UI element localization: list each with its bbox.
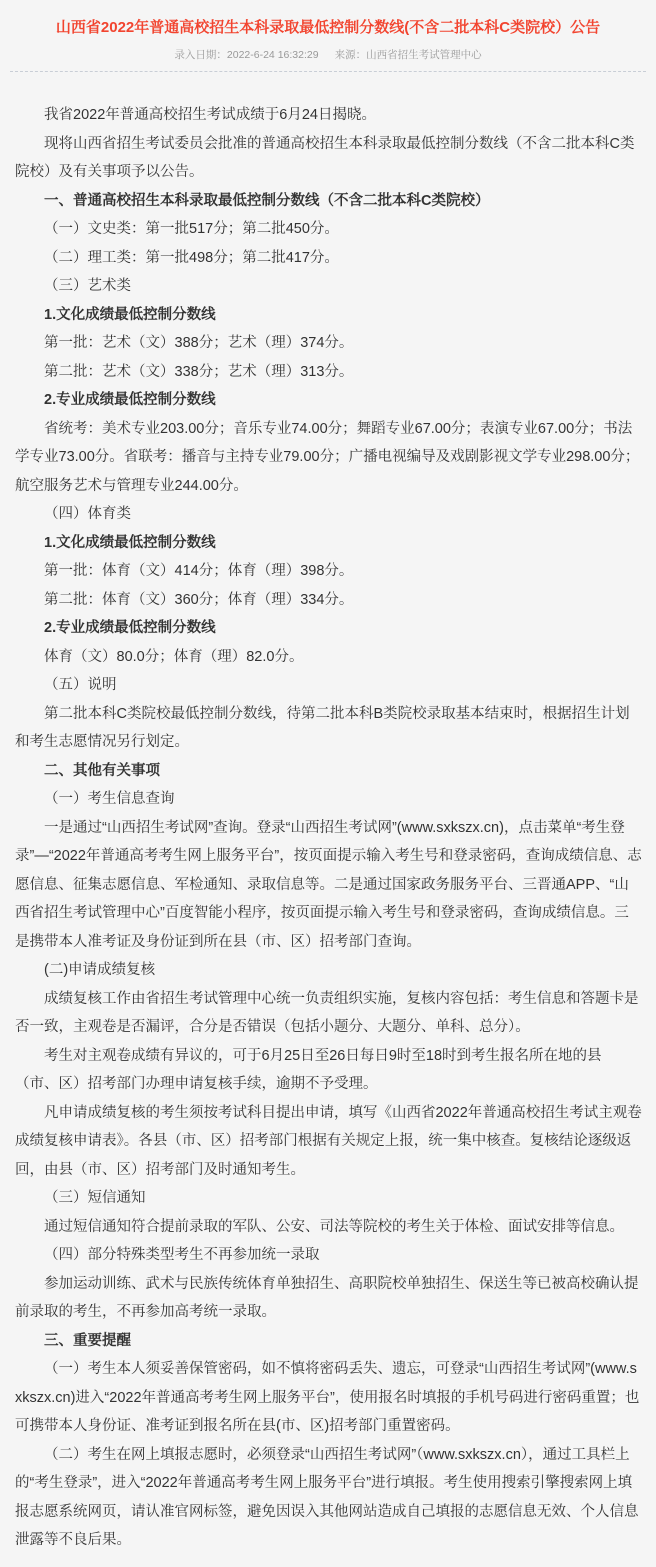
paragraph: （一）考生本人须妥善保管密码，如不慎将密码丢失、遗忘，可登录“山西招生考试网”(www.sxkszx.cn)进入“2022年普通高考考生网上服务平台”，使用报名时填报的手机号码进行密码重置；也可携带本人身份证、准考证到报名所在县(市、区)招考部门重置密码。 (15, 1361, 640, 1434)
article-meta (20, 49, 636, 62)
paragraph: 第二批本科C类院校最低控制分数线，待第二批本科B类院校录取基本结束时，根据招生计划和考生志愿情况另行划定。 (15, 705, 630, 750)
entry-date-value: 2022-6-24 16:32:29 (226, 49, 319, 61)
paragraph: 体育（文）80.0分；体育（理）82.0分。 (44, 648, 304, 665)
paragraph: 一是通过“山西招生考试网”查询。登录“山西招生考试网”(www.sxkszx.cn)，点击菜单“考生登录”—“2022年普通高考考生网上服务平台”，按页面提示输入考生号和登录密码，查询成绩信息、志愿信息、征集志愿信息、军检通知、录取信息等。二是通过国家政务服务平台、三晋通APP、“山西省招生考试管理中心”百度智能小程序，按页面提示输入考生号和登录密码，查询成绩信息。三是携带本人准考证及身份证到所在县（市、区）招考部门查询。 (15, 819, 642, 950)
entry-date (174, 49, 318, 61)
paragraph: （二）理工类：第一批498分；第二批417分。 (44, 249, 339, 266)
paragraph: （一）考生信息查询 (44, 791, 175, 807)
paragraph: （五）说明 (44, 677, 117, 693)
page-title: 山西省2022年普通高校招生本科录取最低控制分数线(不含二批本科C类院校）公告 (55, 19, 601, 36)
article-header (0, 0, 656, 62)
paragraph: （四）体育类 (44, 506, 131, 522)
section-heading: 2.专业成绩最低控制分数线 (44, 392, 216, 408)
section-heading: 1.文化成绩最低控制分数线 (44, 534, 216, 551)
section-heading: 一、普通高校招生本科录取最低控制分数线（不含二批本科C类院校） (44, 192, 490, 209)
paragraph: (二)申请成绩复核 (44, 962, 156, 978)
paragraph: （二）考生在网上填报志愿时，必须登录“山西招生考试网”（www.sxkszx.cn），通过工具栏上的“考生登录”，进入“2022年普通高考考生网上服务平台”进行填报。考生使用搜索引擎搜索网上填报志愿系统网页，请认准官网标签，避免因误入其他网站造成自己填报的志愿信息无效、个人信息泄露等不良后果。 (15, 1446, 639, 1548)
paragraph: （三）短信通知 (44, 1190, 146, 1206)
source (335, 49, 482, 61)
paragraph: 我省2022年普通高校招生考试成绩于6月24日揭晓。 (44, 107, 376, 123)
source-label: 来源： (334, 49, 367, 61)
paragraph: （三）艺术类 (44, 278, 131, 294)
paragraph: 通过短信通知符合提前录取的军队、公安、司法等院校的考生关于体检、面试安排等信息。 (44, 1218, 624, 1235)
section-heading: 二、其他有关事项 (44, 762, 160, 779)
section-heading: 三、重要提醒 (44, 1332, 131, 1349)
paragraph: 第二批：体育（文）360分；体育（理）334分。 (44, 591, 354, 608)
paragraph: 成绩复核工作由省招生考试管理中心统一负责组织实施，复核内容包括：考生信息和答题卡是否一致，主观卷是否漏评，合分是否错误（包括小题分、大题分、单科、总分）。 (15, 990, 639, 1035)
paragraph: 参加运动训练、武术与民族传统体育单独招生、高职院校单独招生、保送生等已被高校确认提前录取的考生，不再参加高考统一录取。 (15, 1275, 639, 1320)
paragraph: 省统考：美术专业203.00分；音乐专业74.00分；舞蹈专业67.00分；表演专业67.00分；书法学专业73.00分。省联考：播音与主持专业79.00分；广播电视编导及戏剧影视文学专业298.00分；航空服务艺术与管理专业244.00分。 (15, 420, 640, 494)
paragraph: 现将山西省招生考试委员会批准的普通高校招生本科录取最低控制分数线（不含二批本科C类院校）及有关事项予以公告。 (15, 135, 635, 180)
paragraph: 考生对主观卷成绩有异议的，可于6月25日至26日每日9时至18时到考生报名所在地的县（市、区）招考部门办理申请复核手续，逾期不予受理。 (15, 1047, 602, 1092)
paragraph: （一）文史类：第一批517分；第二批450分。 (44, 221, 339, 237)
section-heading: 2.专业成绩最低控制分数线 (44, 620, 216, 636)
paragraph: 第二批：艺术（文）338分；艺术（理）313分。 (44, 363, 354, 380)
entry-date-label: 录入日期： (174, 49, 227, 61)
source-value: 山西省招生考试管理中心 (366, 49, 482, 61)
paragraph: 凡申请成绩复核的考生须按考试科目提出申请，填写《山西省2022年普通高校招生考试主观卷成绩复核申请表》。各县（市、区）招考部门根据有关规定上报，统一集中核查。复核结论逐级返回，由县（市、区）招考部门及时通知考生。 (15, 1104, 642, 1178)
paragraph: （四）部分特殊类型考生不再参加统一录取 (44, 1247, 320, 1263)
section-heading: 1.文化成绩最低控制分数线 (44, 306, 216, 323)
paragraph: 第一批：艺术（文）388分；艺术（理）374分。 (44, 335, 354, 351)
article-body (0, 72, 656, 1567)
paragraph: 第一批：体育（文）414分；体育（理）398分。 (44, 563, 354, 579)
